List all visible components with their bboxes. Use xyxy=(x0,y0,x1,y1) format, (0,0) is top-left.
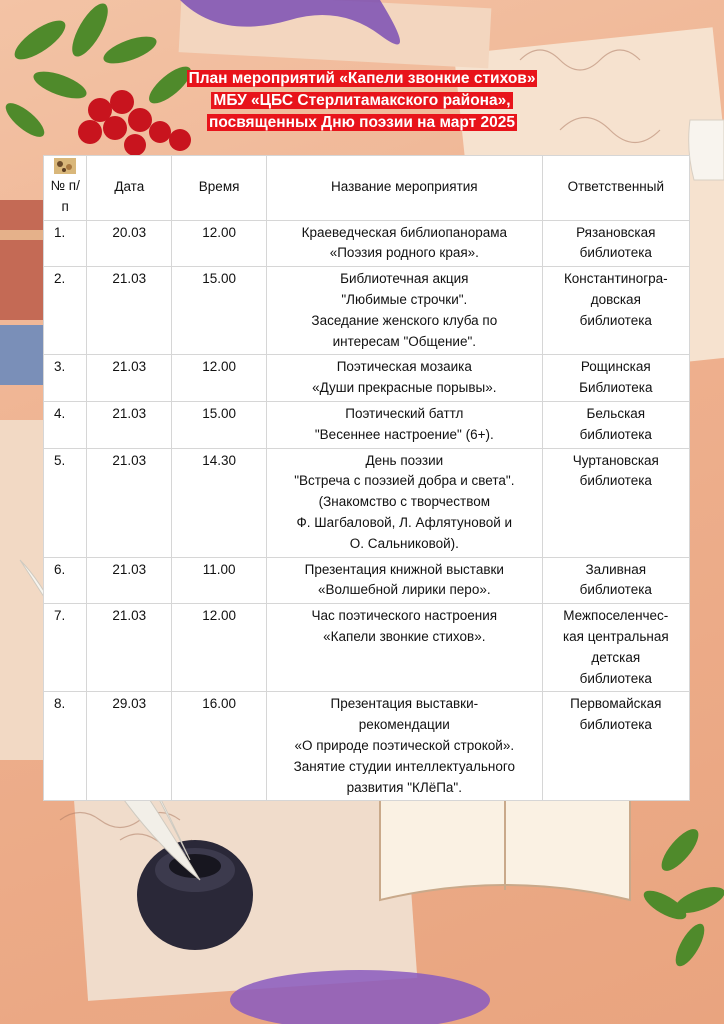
header-event-name: Название мероприятия xyxy=(267,156,543,221)
row-date: 21.03 xyxy=(87,267,172,355)
row-responsible: Рощинская Библиотека xyxy=(542,355,689,402)
header-number: № п/п xyxy=(44,156,87,221)
row-time: 12.00 xyxy=(172,220,267,267)
picture-icon xyxy=(54,158,76,174)
table-row xyxy=(44,355,690,402)
table-row xyxy=(44,448,690,557)
row-number: 2. xyxy=(44,267,87,355)
events-table xyxy=(43,155,690,801)
row-date: 21.03 xyxy=(87,604,172,692)
row-date: 21.03 xyxy=(87,448,172,557)
header-time: Время xyxy=(172,156,267,221)
row-number: 5. xyxy=(44,448,87,557)
row-responsible: Межпоселенчес- кая центральная детская библиотека xyxy=(542,604,689,692)
row-time: 14.30 xyxy=(172,448,267,557)
row-date: 20.03 xyxy=(87,220,172,267)
document-title xyxy=(0,68,724,134)
row-responsible: Рязановская библиотека xyxy=(542,220,689,267)
row-responsible: Чуртановская библиотека xyxy=(542,448,689,557)
row-number: 8. xyxy=(44,692,87,801)
leaves-bottom-right xyxy=(640,824,724,971)
row-date: 21.03 xyxy=(87,557,172,604)
row-event: Поэтическая мозаика «Души прекрасные порывы». xyxy=(267,355,543,402)
row-number: 1. xyxy=(44,220,87,267)
row-number: 3. xyxy=(44,355,87,402)
row-event: Час поэтического настроения «Капели звонкие стихов». xyxy=(267,604,543,692)
row-time: 11.00 xyxy=(172,557,267,604)
row-event: Презентация выставки- рекомендации «О природе поэтической строкой». Занятие студии интеллектуального развития "КЛёПа". xyxy=(267,692,543,801)
row-number: 7. xyxy=(44,604,87,692)
title-line-3: посвященных Дню поэзии на март 2025 xyxy=(208,114,515,131)
row-time: 12.00 xyxy=(172,355,267,402)
row-responsible: Первомайская библиотека xyxy=(542,692,689,801)
row-date: 29.03 xyxy=(87,692,172,801)
table-row xyxy=(44,692,690,801)
row-date: 21.03 xyxy=(87,401,172,448)
header-date: Дата xyxy=(87,156,172,221)
row-responsible: Заливная библиотека xyxy=(542,557,689,604)
table-row xyxy=(44,557,690,604)
row-date: 21.03 xyxy=(87,355,172,402)
row-time: 16.00 xyxy=(172,692,267,801)
row-number: 6. xyxy=(44,557,87,604)
title-line-2: МБУ «ЦБС Стерлитамакского района», xyxy=(213,92,511,109)
row-responsible: Константиногра- довская библиотека xyxy=(542,267,689,355)
row-event: Краеведческая библиопанорама «Поэзия родного края». xyxy=(267,220,543,267)
row-responsible: Бельская библиотека xyxy=(542,401,689,448)
table-header-row xyxy=(44,156,690,221)
table-row xyxy=(44,220,690,267)
table-row xyxy=(44,401,690,448)
row-event: Презентация книжной выставки «Волшебной лирики перо». xyxy=(267,557,543,604)
row-event: Поэтический баттл "Весеннее настроение" (6+). xyxy=(267,401,543,448)
row-time: 15.00 xyxy=(172,401,267,448)
row-event: Библиотечная акция "Любимые строчки". Заседание женского клуба по интересам "Общение". xyxy=(267,267,543,355)
table-row xyxy=(44,604,690,692)
table-row xyxy=(44,267,690,355)
header-responsible: Ответственный xyxy=(542,156,689,221)
row-number: 4. xyxy=(44,401,87,448)
row-time: 12.00 xyxy=(172,604,267,692)
row-time: 15.00 xyxy=(172,267,267,355)
row-event: День поэзии "Встреча с поэзией добра и света". (Знакомство с творчеством Ф. Шагбаловой, Л. Афлятуновой и О. Сальниковой). xyxy=(267,448,543,557)
title-line-1: План мероприятий «Капели звонкие стихов» xyxy=(188,70,536,87)
